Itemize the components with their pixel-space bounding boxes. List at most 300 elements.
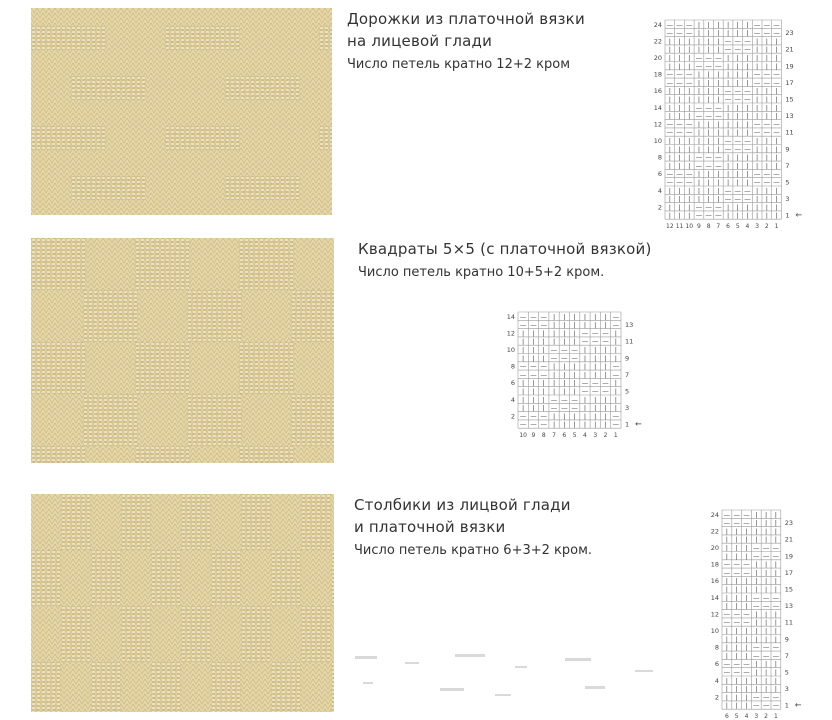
chart-cell-symbol: | — [756, 112, 759, 121]
chart-cell-symbol: | — [775, 161, 778, 170]
chart-row-number-left: 8 — [510, 362, 515, 371]
chart-cell-symbol: — — [519, 370, 527, 379]
chart-row-number-left: 10 — [506, 346, 515, 354]
chart-cell-symbol: | — [563, 412, 566, 421]
chart-row-number-right: 15 — [784, 585, 794, 594]
chart-cell-symbol: | — [678, 103, 681, 112]
chart-cell-symbol: — — [715, 62, 722, 71]
chart-cell-symbol: — — [753, 178, 761, 187]
chart-cell-symbol: | — [746, 103, 749, 112]
chart-cell-symbol: — — [734, 37, 741, 46]
chart-cell-symbol: — — [723, 668, 731, 677]
chart-cell-symbol: — — [772, 593, 780, 602]
chart-row-number-left: 10 — [710, 627, 719, 635]
chart-cell-symbol: | — [726, 20, 730, 29]
chart-cell-symbol: — — [744, 137, 751, 145]
chart-cell-symbol: | — [697, 70, 701, 79]
chart-cell-symbol: | — [573, 329, 576, 338]
chart-cell-symbol: | — [668, 211, 671, 220]
chart-cell-symbol: | — [746, 78, 749, 87]
chart-row-number-left: 2 — [510, 412, 515, 421]
chart-cell-symbol: | — [573, 387, 576, 396]
chart-cell-symbol: — — [753, 593, 760, 602]
chart-cell-symbol: | — [774, 577, 778, 586]
chart-cell-symbol: | — [552, 370, 556, 379]
chart-cell-symbol: | — [614, 379, 617, 388]
pattern-3-title-line2: и платочной вязки — [354, 518, 506, 536]
chart-cell-symbol: — — [540, 312, 547, 321]
chart-cell-symbol: | — [745, 602, 748, 611]
chart-cell-symbol: | — [668, 87, 671, 96]
chart-start-arrow: ← — [795, 210, 803, 220]
chart-cell-symbol: | — [755, 560, 758, 569]
chart-cell-symbol: | — [746, 70, 749, 79]
pattern-3-chart — [702, 504, 812, 718]
chart-cell-symbol: | — [736, 103, 739, 112]
chart-cell-symbol: | — [707, 195, 710, 204]
chart-cell-symbol: — — [753, 20, 761, 29]
chart-cell-symbol: | — [532, 337, 535, 346]
chart-row-number-left: 20 — [710, 544, 719, 552]
chart-cell-symbol: — — [744, 195, 751, 204]
chart-cell-symbol: — — [571, 395, 578, 404]
chart-cell-symbol: — — [772, 552, 780, 561]
chart-cell-symbol: | — [756, 186, 759, 195]
chart-cell-symbol: | — [678, 137, 681, 145]
chart-column-number: 3 — [755, 223, 760, 231]
chart-cell-symbol: | — [726, 120, 730, 129]
chart-start-arrow: ← — [794, 700, 802, 710]
chart-row-number-left: 24 — [653, 20, 662, 29]
chart-row-number-right: 11 — [625, 337, 634, 346]
chart-cell-symbol: — — [666, 78, 674, 87]
chart-cell-symbol: | — [755, 627, 758, 635]
pattern-2-caption — [358, 238, 698, 284]
pattern-3-rapport: Число петель кратно 6+3+2 кром. — [354, 543, 593, 558]
chart-row-number-right: 7 — [785, 161, 790, 170]
chart-cell-symbol: — — [715, 103, 722, 112]
chart-cell-symbol: | — [573, 420, 576, 429]
chart-column-number: 9 — [531, 432, 536, 440]
chart-row-number-left: 12 — [653, 120, 662, 129]
chart-cell-symbol: | — [573, 337, 576, 346]
chart-cell-symbol: | — [717, 170, 720, 179]
chart-cell-symbol: | — [765, 186, 768, 195]
chart-cell-symbol: | — [764, 660, 768, 669]
chart-cell-symbol: | — [583, 412, 587, 421]
chart-cell-symbol: — — [743, 568, 750, 577]
chart-row-number-left: 6 — [657, 170, 662, 179]
chart-cell-symbol: | — [736, 161, 739, 170]
chart-cell-symbol: | — [542, 379, 545, 388]
chart-cell-symbol: | — [717, 145, 720, 154]
chart-cell-symbol: | — [735, 585, 738, 594]
chart-cell-symbol: | — [764, 610, 768, 619]
chart-column-number: 9 — [697, 223, 701, 231]
chart-cell-symbol: | — [764, 676, 768, 685]
chart-cell-symbol: — — [686, 70, 693, 79]
chart-cell-symbol: | — [746, 178, 749, 187]
chart-cell-symbol: | — [765, 112, 768, 121]
chart-cell-symbol: | — [668, 203, 671, 212]
chart-cell-symbol: — — [772, 701, 780, 710]
chart-cell-symbol: — — [676, 120, 683, 129]
chart-cell-symbol: — — [676, 29, 683, 38]
chart-cell-symbol: | — [746, 120, 749, 129]
chart-cell-symbol: | — [614, 354, 617, 363]
chart-cell-symbol: | — [736, 128, 739, 137]
chart-cell-symbol: — — [744, 87, 751, 96]
chart-cell-symbol: — — [762, 701, 770, 710]
chart-row-number-right: 3 — [625, 404, 630, 413]
chart-cell-symbol: — — [550, 346, 558, 354]
chart-cell-symbol: | — [765, 145, 768, 154]
chart-cell-symbol: — — [744, 37, 751, 46]
chart-column-number: 2 — [764, 223, 769, 231]
chart-cell-symbol: | — [726, 203, 730, 212]
chart-cell-symbol: | — [745, 535, 748, 544]
chart-cell-symbol: | — [745, 593, 748, 602]
chart-cell-symbol: — — [705, 161, 712, 170]
chart-cell-symbol: | — [774, 610, 778, 619]
chart-cell-symbol: — — [561, 404, 568, 413]
chart-column-number: 10 — [685, 223, 694, 231]
chart-cell-symbol: | — [697, 95, 701, 104]
chart-cell-symbol: | — [726, 78, 730, 87]
chart-cell-symbol: | — [707, 95, 710, 104]
chart-cell-symbol: — — [686, 178, 693, 187]
chart-cell-symbol: | — [678, 161, 681, 170]
chart-cell-symbol: | — [745, 635, 748, 644]
chart-cell-symbol: | — [746, 20, 749, 29]
chart-cell-symbol: | — [746, 62, 749, 71]
chart-row-number-right: 1 — [625, 420, 630, 429]
chart-cell-symbol: — — [705, 153, 712, 162]
chart-cell-symbol: | — [725, 643, 729, 652]
chart-cell-symbol: — — [723, 560, 731, 569]
chart-cell-symbol: | — [552, 362, 556, 371]
chart-cell-symbol: | — [755, 585, 758, 594]
chart-cell-symbol: | — [688, 211, 691, 220]
chart-cell-symbol: | — [552, 387, 556, 396]
chart-cell-symbol: | — [573, 312, 576, 321]
chart-cell-symbol: — — [724, 186, 732, 195]
chart-cell-symbol: | — [688, 37, 691, 46]
chart-cell-symbol: | — [583, 370, 587, 379]
chart-cell-symbol: | — [678, 153, 681, 162]
chart-cell-symbol: | — [756, 62, 759, 71]
chart-cell-symbol: | — [764, 519, 768, 528]
chart-cell-symbol: — — [666, 170, 674, 179]
chart-cell-symbol: — — [715, 54, 722, 62]
chart-cell-symbol: — — [734, 45, 741, 54]
chart-row-number-right: 21 — [785, 45, 794, 54]
chart-cell-symbol: — — [734, 145, 741, 154]
chart-cell-symbol: | — [775, 186, 778, 195]
chart-cell-symbol: | — [688, 54, 691, 62]
chart-cell-symbol: — — [666, 128, 674, 137]
chart-cell-symbol: | — [717, 45, 720, 54]
chart-cell-symbol: | — [736, 29, 739, 38]
chart-cell-symbol: — — [743, 618, 750, 627]
chart-row-number-left: 14 — [506, 312, 515, 321]
chart-cell-symbol: | — [717, 78, 720, 87]
chart-cell-symbol: | — [573, 370, 576, 379]
chart-cell-symbol: — — [743, 660, 750, 669]
chart-cell-symbol: | — [774, 510, 778, 519]
chart-cell-symbol: | — [765, 62, 768, 71]
chart-cell-symbol: | — [746, 29, 749, 38]
chart-cell-symbol: | — [707, 128, 710, 137]
chart-cell-symbol: — — [763, 178, 771, 187]
chart-cell-symbol: | — [764, 568, 768, 577]
chart-cell-symbol: — — [612, 370, 620, 379]
chart-cell-symbol: — — [540, 420, 547, 429]
chart-cell-symbol: | — [725, 577, 729, 586]
chart-cell-symbol: | — [532, 329, 535, 338]
chart-cell-symbol: | — [688, 45, 691, 54]
chart-cell-symbol: | — [745, 701, 748, 710]
chart-cell-symbol: — — [519, 362, 527, 371]
chart-cell-symbol: | — [594, 395, 597, 404]
chart-cell-symbol: — — [695, 211, 703, 220]
chart-cell-symbol: | — [735, 701, 738, 710]
chart-cell-symbol: — — [724, 137, 732, 145]
chart-column-number: 6 — [562, 432, 567, 440]
chart-cell-symbol: | — [594, 404, 597, 413]
chart-cell-symbol: | — [717, 87, 720, 96]
chart-cell-symbol: — — [705, 112, 712, 121]
chart-cell-symbol: | — [756, 211, 759, 220]
chart-cell-symbol: | — [764, 527, 768, 536]
chart-row-number-left: 14 — [653, 103, 662, 112]
chart-cell-symbol: — — [724, 195, 732, 204]
chart-cell-symbol: | — [775, 195, 778, 204]
chart-row-number-right: 1 — [785, 211, 790, 220]
chart-column-number: 6 — [726, 223, 730, 231]
chart-cell-symbol: | — [614, 329, 617, 338]
chart-cell-symbol: — — [571, 346, 578, 354]
chart-cell-symbol: — — [773, 70, 780, 79]
chart-cell-symbol: — — [592, 387, 599, 396]
chart-cell-symbol: | — [552, 329, 556, 338]
chart-row-number-left: 2 — [657, 203, 662, 212]
chart-cell-symbol: | — [668, 137, 671, 145]
chart-cell-symbol: | — [745, 544, 748, 552]
chart-cell-symbol: | — [725, 651, 729, 660]
chart-cell-symbol: — — [550, 404, 558, 413]
chart-cell-symbol: | — [775, 153, 778, 162]
chart-cell-symbol: | — [678, 145, 681, 154]
chart-cell-symbol: | — [552, 379, 556, 388]
chart-cell-symbol: | — [573, 321, 576, 330]
chart-cell-symbol: — — [753, 701, 760, 710]
chart-cell-symbol: | — [532, 346, 535, 354]
chart-row-number-right: 13 — [625, 321, 634, 330]
chart-cell-symbol: | — [688, 137, 691, 145]
chart-cell-symbol: | — [755, 510, 758, 519]
chart-cell-symbol: | — [707, 170, 710, 179]
chart-cell-symbol: | — [717, 120, 720, 129]
chart-cell-symbol: | — [668, 103, 671, 112]
chart-cell-symbol: | — [736, 54, 739, 62]
chart-row-number-left: 8 — [714, 643, 719, 652]
chart-cell-symbol: — — [723, 618, 731, 627]
pattern-3-title-line1: Столбики из лицвой глади — [354, 496, 571, 514]
chart-cell-symbol: | — [697, 120, 701, 129]
chart-cell-symbol: | — [678, 203, 681, 212]
chart-cell-symbol: | — [764, 585, 768, 594]
chart-cell-symbol: | — [725, 552, 729, 561]
chart-cell-symbol: — — [686, 20, 693, 29]
chart-cell-symbol: | — [604, 420, 607, 429]
chart-cell-symbol: — — [744, 186, 751, 195]
chart-cell-symbol: | — [736, 78, 739, 87]
chart-cell-symbol: — — [733, 510, 740, 519]
chart-row-number-right: 17 — [784, 568, 794, 577]
chart-cell-symbol: | — [707, 45, 710, 54]
chart-cell-symbol: — — [772, 544, 780, 552]
chart-row-number-right: 11 — [785, 128, 794, 137]
chart-cell-symbol: | — [736, 170, 739, 179]
chart-cell-symbol: — — [530, 370, 537, 379]
chart-cell-symbol: | — [725, 676, 729, 685]
chart-cell-symbol: | — [756, 45, 759, 54]
chart-cell-symbol: — — [773, 29, 780, 38]
chart-cell-symbol: | — [735, 535, 738, 544]
chart-cell-symbol: | — [583, 420, 587, 429]
chart-cell-symbol: — — [581, 379, 589, 388]
chart-cell-symbol: | — [764, 618, 768, 627]
chart-cell-symbol: | — [774, 627, 778, 635]
chart-cell-symbol: — — [686, 29, 693, 38]
chart-cell-symbol: | — [735, 627, 738, 635]
chart-cell-symbol: | — [725, 685, 729, 694]
chart-cell-symbol: | — [735, 577, 738, 586]
chart-cell-symbol: | — [755, 635, 758, 644]
chart-cell-symbol: | — [765, 211, 768, 220]
chart-column-number: 1 — [774, 223, 779, 231]
chart-cell-symbol: | — [775, 211, 778, 220]
chart-cell-symbol: — — [715, 153, 722, 162]
chart-cell-symbol: — — [676, 178, 683, 187]
chart-cell-symbol: | — [725, 627, 729, 635]
chart-cell-symbol: | — [726, 170, 730, 179]
chart-cell-symbol: | — [725, 693, 729, 702]
chart-cell-symbol: | — [726, 178, 730, 187]
chart-column-number: 7 — [716, 223, 721, 231]
chart-cell-symbol: — — [772, 693, 780, 702]
chart-cell-symbol: | — [775, 203, 778, 212]
chart-cell-symbol: | — [736, 62, 739, 71]
chart-cell-symbol: | — [746, 161, 749, 170]
chart-cell-symbol: | — [736, 70, 739, 79]
chart-cell-symbol: | — [552, 412, 556, 421]
chart-cell-symbol: — — [550, 354, 558, 363]
chart-cell-symbol: | — [764, 577, 768, 586]
chart-cell-symbol: — — [561, 395, 568, 404]
chart-cell-symbol: — — [602, 379, 609, 388]
chart-cell-symbol: — — [723, 568, 731, 577]
chart-cell-symbol: | — [604, 321, 607, 330]
chart-cell-symbol: | — [594, 412, 597, 421]
chart-cell-symbol: | — [745, 685, 748, 694]
chart-cell-symbol: | — [697, 29, 701, 38]
chart-column-number: 8 — [541, 432, 546, 440]
chart-cell-symbol: — — [734, 87, 741, 96]
chart-cell-symbol: — — [723, 510, 731, 519]
pattern-3-caption — [354, 494, 654, 562]
chart-cell-symbol: | — [678, 95, 681, 104]
chart-cell-symbol: | — [688, 103, 691, 112]
chart-row-number-right: 5 — [625, 387, 630, 396]
chart-cell-symbol: | — [774, 676, 778, 685]
chart-cell-symbol: — — [763, 29, 771, 38]
chart-cell-symbol: — — [734, 195, 741, 204]
chart-cell-symbol: | — [532, 404, 535, 413]
chart-cell-symbol: | — [604, 412, 607, 421]
chart-cell-symbol: — — [550, 395, 558, 404]
chart-cell-symbol: | — [563, 312, 566, 321]
chart-cell-symbol: | — [594, 321, 597, 330]
chart-cell-symbol: — — [695, 54, 703, 62]
chart-cell-symbol: — — [773, 178, 780, 187]
chart-cell-symbol: | — [697, 170, 701, 179]
chart-column-number: 1 — [773, 713, 778, 720]
chart-cell-symbol: — — [753, 693, 760, 702]
chart-cell-symbol: | — [735, 635, 738, 644]
chart-cell-symbol: | — [542, 354, 545, 363]
chart-row-number-left: 8 — [657, 153, 662, 162]
chart-cell-symbol: | — [725, 701, 729, 710]
chart-cell-symbol: | — [583, 312, 587, 321]
chart-cell-symbol: — — [744, 95, 751, 104]
chart-cell-symbol: | — [668, 161, 671, 170]
chart-cell-symbol: | — [522, 395, 525, 404]
chart-cell-symbol: | — [717, 128, 720, 137]
chart-cell-symbol: | — [697, 186, 701, 195]
chart-cell-symbol: | — [542, 387, 545, 396]
chart-cell-symbol: | — [697, 145, 701, 154]
chart-cell-symbol: — — [571, 404, 578, 413]
chart-row-number-right: 9 — [785, 145, 790, 154]
pattern-1-title-line1: Дорожки из платочной вязки — [347, 10, 585, 28]
chart-cell-symbol: | — [563, 362, 566, 371]
chart-cell-symbol: — — [763, 70, 771, 79]
chart-cell-symbol: | — [668, 112, 671, 121]
chart-cell-symbol: | — [736, 153, 739, 162]
chart-row-number-left: 14 — [710, 593, 719, 602]
chart-cell-symbol: | — [717, 20, 720, 29]
chart-cell-symbol: | — [775, 137, 778, 145]
chart-cell-symbol: | — [573, 412, 576, 421]
chart-cell-symbol: | — [735, 643, 738, 652]
chart-cell-symbol: | — [755, 676, 758, 685]
chart-cell-symbol: — — [773, 120, 780, 129]
chart-cell-symbol: | — [764, 668, 768, 677]
chart-cell-symbol: — — [724, 37, 732, 46]
chart-row-number-left: 4 — [657, 186, 662, 195]
chart-cell-symbol: | — [775, 145, 778, 154]
chart-cell-symbol: — — [734, 95, 741, 104]
chart-cell-symbol: — — [666, 29, 674, 38]
chart-cell-symbol: | — [573, 379, 576, 388]
chart-cell-symbol: | — [604, 312, 607, 321]
chart-cell-symbol: | — [735, 651, 738, 660]
chart-row-number-left: 12 — [710, 610, 719, 619]
chart-cell-symbol: — — [753, 70, 761, 79]
chart-cell-symbol: | — [542, 337, 545, 346]
